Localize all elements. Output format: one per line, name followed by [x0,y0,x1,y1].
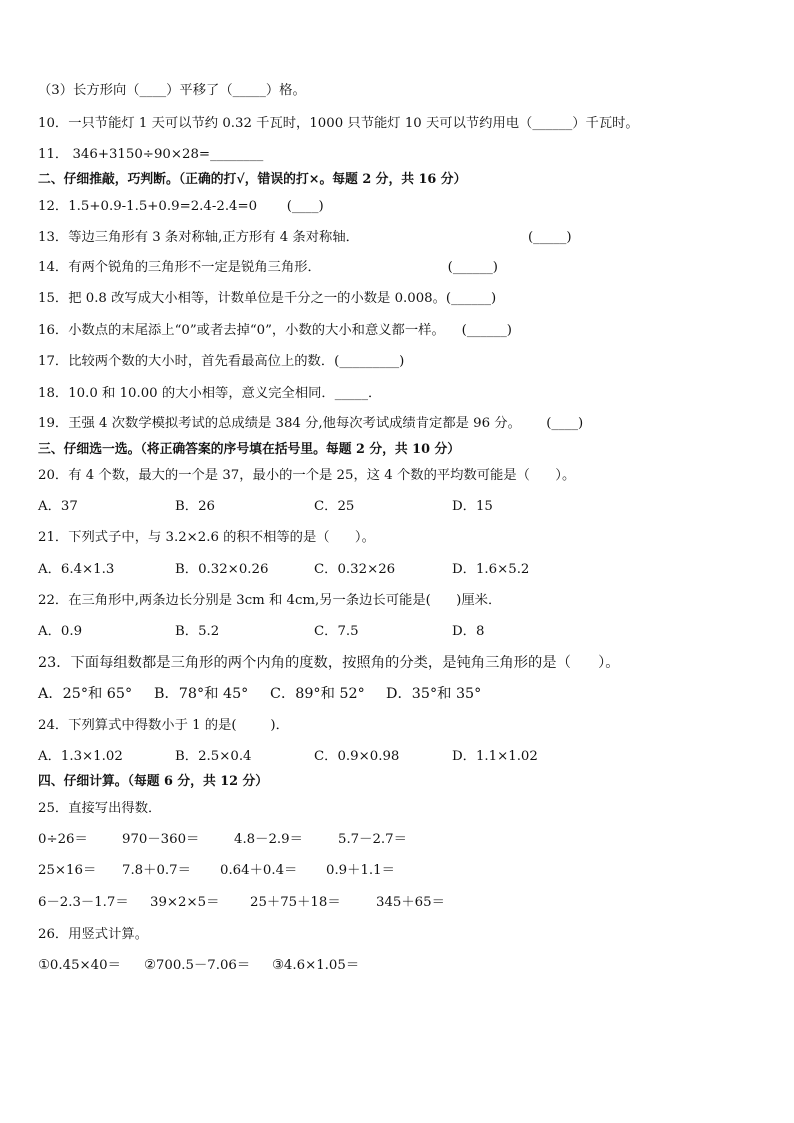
calc-item: 970－360＝ [122,832,200,847]
question-22: 22．在三角形中,两条边长分别是 3cm 和 4cm,另一条边长可能是( )厘米． [38,593,502,608]
q22-option-b: B．5.2 [175,624,220,639]
q22-option-a: A．0.9 [38,624,83,639]
section-3-heading: 三、仔细选一选。（将正确答案的序号填在括号里。每题 2 分，共 10 分） [38,442,461,457]
q24-option-b: B．2.5×0.4 [175,749,252,764]
calc-item: 25×16＝ [38,863,97,878]
calc-item: 0.9＋1.1＝ [326,863,395,878]
question-18: 18．10.0 和 10.00 的大小相等，意义完全相同．_____． [38,386,382,401]
q9-part3: （3）长方形向（____）平移了（_____）格。 [38,83,306,98]
q20-option-c: C．25 [314,499,355,514]
question-25: 25．直接写出得数． [38,801,162,816]
calc-item: 7.8＋0.7＝ [122,863,191,878]
q24-option-c: C．0.9×0.98 [314,749,400,764]
q23-option-c: C．89°和 52° [270,686,365,702]
calc-item: 25＋75＋18＝ [250,895,341,910]
q22-option-d: D．8 [452,624,485,639]
calc-item: 39×2×5＝ [150,895,220,910]
calc-item: 345＋65＝ [376,895,445,910]
q24-option-a: A．1.3×1.02 [38,749,123,764]
section-4-heading: 四、仔细计算。（每题 6 分，共 12 分） [38,774,269,789]
q23-option-b: B．78°和 45° [154,686,249,702]
q23-option-a: A．25°和 65° [38,686,133,702]
question-16: 16．小数点的末尾添上“0”或者去掉“0”，小数的大小和意义都一样。 (______) [38,323,512,338]
q20-option-b: B．26 [175,499,215,514]
question-24: 24．下列算式中得数小于 1 的是( )． [38,718,289,733]
question-11: 11． 346+3150÷90×28=________ [38,147,264,162]
vertical-calc-item: ③4.6×1.05＝ [272,958,360,973]
vertical-calc-item: ②700.5－7.06＝ [144,958,251,973]
calc-item: 5.7－2.7＝ [338,832,407,847]
q24-option-d: D．1.1×1.02 [452,749,538,764]
question-15: 15．把 0.8 改写成大小相等，计数单位是千分之一的小数是 0.008。(______) [38,291,497,306]
q20-option-d: D．15 [452,499,493,514]
question-26: 26．用竖式计算。 [38,927,148,942]
question-21: 21．下列式子中，与 3.2×2.6 的积不相等的是（ ）。 [38,530,375,545]
question-12: 12．1.5+0.9-1.5+0.9=2.4-2.4=0 (____) [38,199,324,214]
calc-item: 0.64＋0.4＝ [220,863,298,878]
q23-option-d: D．35°和 35° [386,686,482,702]
calc-item: 6－2.3－1.7＝ [38,895,129,910]
calc-item: 4.8－2.9＝ [234,832,303,847]
question-23: 23．下面每组数都是三角形的两个内角的度数，按照角的分类，是钝角三角形的是（ ）。 [38,655,620,671]
q22-option-c: C．7.5 [314,624,359,639]
question-10: 10．一只节能灯 1 天可以节约 0.32 千瓦时，1000 只节能灯 10 天可以节约用电（______）千瓦时。 [38,116,639,131]
question-13: 13．等边三角形有 3 条对称轴,正方形有 4 条对称轴． (_____) [38,230,572,245]
question-17: 17．比较两个数的大小时，首先看最高位上的数．(_________) [38,354,405,369]
question-14: 14．有两个锐角的三角形不一定是锐角三角形． (______) [38,260,498,275]
q21-option-a: A．6.4×1.3 [38,562,115,577]
calc-item: 0÷26＝ [38,832,88,847]
section-2-heading: 二、仔细推敲，巧判断。（正确的打√，错误的打×。每题 2 分，共 16 分） [38,172,467,187]
vertical-calc-item: ①0.45×40＝ [38,958,121,973]
q21-option-b: B．0.32×0.26 [175,562,269,577]
question-19: 19．王强 4 次数学模拟考试的总成绩是 384 分,他每次考试成绩肯定都是 96 分。 (____) [38,416,584,431]
q21-option-c: C．0.32×26 [314,562,396,577]
question-20: 20．有 4 个数，最大的一个是 37，最小的一个是 25，这 4 个数的平均数可能是（ ）。 [38,468,576,483]
q20-option-a: A．37 [38,499,78,514]
q21-option-d: D．1.6×5.2 [452,562,530,577]
